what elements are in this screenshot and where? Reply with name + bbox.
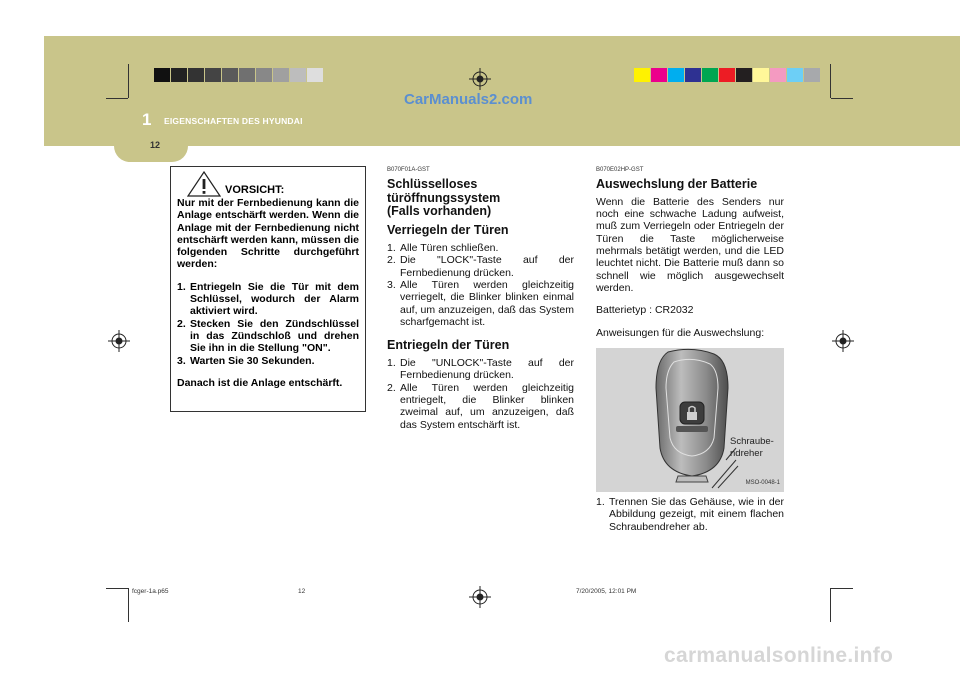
unlock-step: 2. Alle Türen werden gleichzeitig entriegelt, die Blinker blinken zweimal auf, um anzuzeigen, daß das System entschärft ist. (387, 381, 574, 431)
battery-column (596, 164, 784, 339)
battery-paragraph: Wenn die Batterie des Senders nur noch eine schwache Ladung aufweist, muß zum Verriegeln oder Entriegeln der Türen die Taste möglicherweise mehrmals betätigt werden, und die LED leuchtet nicht. Die Batterie muß dann so schnell wie möglich ausgewechselt werden. (596, 195, 784, 294)
color-calibration-bar (634, 68, 821, 82)
warning-step: 1. Entriegeln Sie die Tür mit dem Schlüssel, wodurch der Alarm aktiviert wird. (177, 280, 359, 318)
lock-step: 3. Alle Türen werden gleichzeitig verriegelt, die Blinker blinken einmal auf, um anzuzeigen, daß das System scharfgemacht ist. (387, 278, 574, 328)
footer-filename: fcger-1a.p65 (132, 588, 169, 595)
lock-step: 1. Alle Türen schließen. (387, 242, 499, 255)
warning-title: VORSICHT: (225, 184, 285, 196)
remote-key-fob-icon (596, 348, 784, 492)
chapter-title: EIGENSCHAFTEN DES HYUNDAI (164, 116, 303, 126)
battery-type: Batterietyp : CR2032 (596, 304, 694, 317)
crop-mark (831, 588, 853, 589)
footer-page: 12 (298, 588, 306, 595)
keyless-entry-column (387, 164, 574, 431)
crop-mark (128, 64, 129, 98)
section-code: B070F01A-GST (387, 167, 430, 173)
footer-timestamp: 7/20/2005, 12:01 PM (576, 588, 637, 595)
crop-mark (106, 588, 128, 589)
crop-mark (830, 588, 831, 622)
lock-heading: Verriegeln der Türen (387, 223, 509, 238)
battery-steps (596, 496, 784, 533)
grayscale-calibration-bar (154, 68, 324, 82)
screwdriver-label: Schraube- ndreher (730, 436, 774, 459)
warning-triangle-icon (187, 171, 221, 197)
section-title: Auswechslung der Batterie (596, 177, 758, 192)
watermark-top[interactable]: CarManuals2.com (404, 91, 533, 108)
warning-intro: Nur mit der Fernbedienung kann die Anlage entschärft werden. Wenn die Anlage mit der Fernbedienung nicht entschärft werden kann, müssen die folgenden Schritte durchgeführt werden: (177, 197, 359, 271)
chapter-number: 1 (142, 110, 152, 129)
battery-step: 1. Trennen Sie das Gehäuse, wie in der Abbildung gezeigt, mit einem flachen Schraubendreher ab. (596, 496, 784, 533)
registration-mark-icon (469, 586, 491, 608)
registration-mark-icon (469, 68, 491, 90)
registration-mark-icon (108, 330, 130, 352)
page-number: 12 (150, 140, 161, 150)
warning-step: 3. Warten Sie 30 Sekunden. (177, 354, 315, 367)
unlock-heading: Entriegeln der Türen (387, 338, 510, 353)
figure-code: MSO-0048-1 (745, 480, 780, 486)
unlock-step: 1. Die "UNLOCK"-Taste auf der Fernbedienung drücken. (387, 357, 574, 382)
crop-mark (106, 98, 128, 99)
lock-step: 2. Die "LOCK"-Taste auf der Fernbedienung drücken. (387, 254, 574, 279)
crop-mark (831, 98, 853, 99)
crop-mark (830, 64, 831, 98)
warning-outro: Danach ist die Anlage entschärft. (177, 376, 343, 389)
section-code: B070E02HP-GST (596, 167, 644, 173)
warning-step: 2. Stecken Sie den Zündschlüssel in das Zündschloß und drehen Sie ihn in die Stellung "ON". (177, 317, 359, 355)
registration-mark-icon (832, 330, 854, 352)
warning-box (170, 166, 366, 412)
section-title: Schlüsselloses türöffnungssystem (Falls vorhanden) (387, 177, 501, 219)
watermark-bottom[interactable]: carmanualsonline.info (664, 644, 894, 667)
transmitter-figure (596, 348, 784, 492)
battery-instructions-intro: Anweisungen für die Auswechslung: (596, 326, 765, 339)
crop-mark (128, 588, 129, 622)
